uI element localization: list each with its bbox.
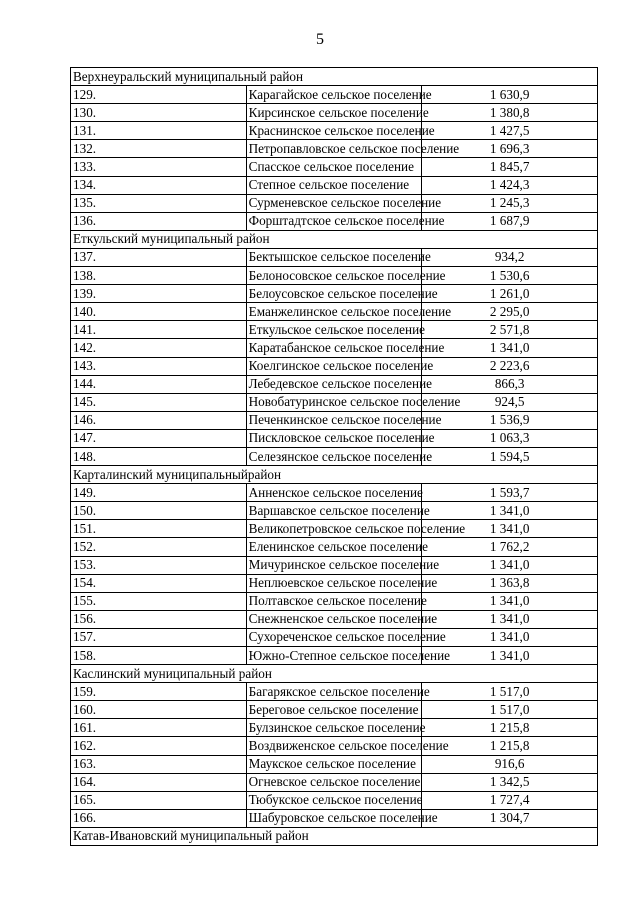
settlement-name: Багарякское сельское поселение: [246, 683, 422, 701]
table-row: [71, 520, 598, 538]
row-number: 156.: [71, 610, 247, 628]
settlement-value: 1 380,8: [422, 104, 598, 122]
settlement-value: 1 727,4: [422, 791, 598, 809]
table-row: [71, 628, 598, 646]
table-row: [71, 104, 598, 122]
row-number: 144.: [71, 375, 247, 393]
settlement-name: Еткульское сельское поселение: [246, 321, 422, 339]
settlement-name: Еленинское сельское поселение: [246, 538, 422, 556]
table-row: [71, 429, 598, 447]
settlement-value: 1 341,0: [422, 610, 598, 628]
settlement-value: 1 845,7: [422, 158, 598, 176]
settlements-table: [70, 67, 598, 846]
table-row: [71, 502, 598, 520]
settlement-name: Шабуровское сельское поселение: [246, 809, 422, 827]
table-row: [71, 773, 598, 791]
settlement-value: 1 341,0: [422, 647, 598, 665]
settlement-name: Спасское сельское поселение: [246, 158, 422, 176]
table-row: [71, 393, 598, 411]
table-row: [71, 194, 598, 212]
settlement-name: Еманжелинское сельское поселение: [246, 303, 422, 321]
settlement-value: 1 363,8: [422, 574, 598, 592]
row-number: 162.: [71, 737, 247, 755]
settlement-name: Степное сельское поселение: [246, 176, 422, 194]
settlement-name: Булзинское сельское поселение: [246, 719, 422, 737]
settlement-value: 1 342,5: [422, 773, 598, 791]
row-number: 164.: [71, 773, 247, 791]
row-number: 138.: [71, 267, 247, 285]
table-row: [71, 357, 598, 375]
table-row: [71, 647, 598, 665]
settlement-value: 1 593,7: [422, 484, 598, 502]
settlement-value: 1 215,8: [422, 737, 598, 755]
settlement-value: 1 215,8: [422, 719, 598, 737]
table-row: [71, 484, 598, 502]
table-row: [71, 737, 598, 755]
settlement-value: 1 536,9: [422, 411, 598, 429]
settlement-name: Каратабанское сельское поселение: [246, 339, 422, 357]
settlement-name: Маукское сельское поселение: [246, 755, 422, 773]
table-row: [71, 158, 598, 176]
settlement-name: Полтавское сельское поселение: [246, 592, 422, 610]
table-row: [71, 176, 598, 194]
table-row: [71, 140, 598, 158]
settlement-value: 1 341,0: [422, 502, 598, 520]
settlement-name: Береговое сельское поселение: [246, 701, 422, 719]
row-number: 148.: [71, 447, 247, 465]
settlement-value: 1 630,9: [422, 86, 598, 104]
row-number: 166.: [71, 809, 247, 827]
row-number: 130.: [71, 104, 247, 122]
settlement-value: 1 427,5: [422, 122, 598, 140]
settlement-value: 1 245,3: [422, 194, 598, 212]
settlement-value: 1 341,0: [422, 592, 598, 610]
settlement-name: Селезянское сельское поселение: [246, 447, 422, 465]
settlement-name: Белоусовское сельское поселение: [246, 285, 422, 303]
settlement-name: Коелгинское сельское поселение: [246, 357, 422, 375]
settlement-name: Великопетровское сельское поселение: [246, 520, 422, 538]
settlement-name: Воздвиженское сельское поселение: [246, 737, 422, 755]
row-number: 140.: [71, 303, 247, 321]
row-number: 155.: [71, 592, 247, 610]
settlement-value: 1 424,3: [422, 176, 598, 194]
row-number: 147.: [71, 429, 247, 447]
settlement-name: Сурменевское сельское поселение: [246, 194, 422, 212]
table-row: [71, 556, 598, 574]
row-number: 161.: [71, 719, 247, 737]
row-number: 129.: [71, 86, 247, 104]
settlement-name: Снежненское сельское поселение: [246, 610, 422, 628]
row-number: 154.: [71, 574, 247, 592]
table-row: [71, 447, 598, 465]
table-row: [71, 538, 598, 556]
row-number: 151.: [71, 520, 247, 538]
settlement-value: 1 063,3: [422, 429, 598, 447]
row-number: 160.: [71, 701, 247, 719]
table-row: [71, 574, 598, 592]
table-row: [71, 303, 598, 321]
district-title: Карталинский муниципальныйрайон: [71, 466, 598, 484]
table-row: [71, 267, 598, 285]
district-header-row: [71, 827, 598, 845]
settlement-name: Варшавское сельское поселение: [246, 502, 422, 520]
settlements-table-body: [71, 68, 598, 846]
settlement-value: 1 341,0: [422, 339, 598, 357]
settlement-value: 1 687,9: [422, 212, 598, 230]
settlement-value: 1 261,0: [422, 285, 598, 303]
settlement-value: 1 517,0: [422, 701, 598, 719]
row-number: 150.: [71, 502, 247, 520]
row-number: 153.: [71, 556, 247, 574]
table-row: [71, 321, 598, 339]
settlement-name: Огневское сельское поселение: [246, 773, 422, 791]
settlement-name: Карагайское сельское поселение: [246, 86, 422, 104]
district-header-row: [71, 68, 598, 86]
table-row: [71, 701, 598, 719]
settlement-name: Петропавловское сельское поселение: [246, 140, 422, 158]
settlement-value: 1 696,3: [422, 140, 598, 158]
settlement-name: Сухореченское сельское поселение: [246, 628, 422, 646]
district-title: Верхнеуральский муниципальный район: [71, 68, 598, 86]
row-number: 135.: [71, 194, 247, 212]
row-number: 141.: [71, 321, 247, 339]
table-row: [71, 86, 598, 104]
settlement-value: 924,5: [422, 393, 598, 411]
row-number: 142.: [71, 339, 247, 357]
row-number: 157.: [71, 628, 247, 646]
row-number: 136.: [71, 212, 247, 230]
table-row: [71, 339, 598, 357]
row-number: 149.: [71, 484, 247, 502]
row-number: 131.: [71, 122, 247, 140]
settlement-value: 2 571,8: [422, 321, 598, 339]
settlement-name: Форштадтское сельское поселение: [246, 212, 422, 230]
settlement-name: Белоносовское сельское поселение: [246, 267, 422, 285]
row-number: 146.: [71, 411, 247, 429]
settlement-value: 1 304,7: [422, 809, 598, 827]
district-title: Катав-Ивановский муниципальный район: [71, 827, 598, 845]
settlement-name: Краснинское сельское поселение: [246, 122, 422, 140]
row-number: 158.: [71, 647, 247, 665]
settlement-name: Новобатуринское сельское поселение: [246, 393, 422, 411]
table-row: [71, 122, 598, 140]
table-row: [71, 809, 598, 827]
settlement-value: 866,3: [422, 375, 598, 393]
row-number: 152.: [71, 538, 247, 556]
settlement-name: Пискловское сельское поселение: [246, 429, 422, 447]
settlement-name: Печенкинское сельское поселение: [246, 411, 422, 429]
settlement-name: Анненское сельское поселение: [246, 484, 422, 502]
table-row: [71, 719, 598, 737]
table-row: [71, 610, 598, 628]
row-number: 132.: [71, 140, 247, 158]
settlement-name: Лебедевское сельское поселение: [246, 375, 422, 393]
table-row: [71, 791, 598, 809]
district-header-row: [71, 466, 598, 484]
row-number: 159.: [71, 683, 247, 701]
district-header-row: [71, 665, 598, 683]
settlement-value: 2 223,6: [422, 357, 598, 375]
settlement-value: 1 341,0: [422, 556, 598, 574]
table-row: [71, 285, 598, 303]
district-title: Каслинский муниципальный район: [71, 665, 598, 683]
table-row: [71, 755, 598, 773]
settlement-value: 2 295,0: [422, 303, 598, 321]
row-number: 145.: [71, 393, 247, 411]
settlement-name: Мичуринское сельское поселение: [246, 556, 422, 574]
row-number: 134.: [71, 176, 247, 194]
table-row: [71, 683, 598, 701]
settlement-name: Южно-Степное сельское поселение: [246, 647, 422, 665]
table-row: [71, 411, 598, 429]
settlement-value: 1 341,0: [422, 628, 598, 646]
table-row: [71, 375, 598, 393]
row-number: 163.: [71, 755, 247, 773]
settlement-value: 1 762,2: [422, 538, 598, 556]
settlement-value: 1 530,6: [422, 267, 598, 285]
table-row: [71, 212, 598, 230]
row-number: 165.: [71, 791, 247, 809]
settlement-value: 1 517,0: [422, 683, 598, 701]
settlement-name: Бектышское сельское поселение: [246, 248, 422, 266]
settlement-value: 916,6: [422, 755, 598, 773]
settlement-name: Тюбукское сельское поселение: [246, 791, 422, 809]
page-number: 5: [316, 31, 324, 48]
row-number: 143.: [71, 357, 247, 375]
row-number: 137.: [71, 248, 247, 266]
settlement-value: 934,2: [422, 248, 598, 266]
settlement-name: Неплюевское сельское поселение: [246, 574, 422, 592]
row-number: 139.: [71, 285, 247, 303]
settlement-name: Кирсинское сельское поселение: [246, 104, 422, 122]
settlement-value: 1 594,5: [422, 447, 598, 465]
settlement-value: 1 341,0: [422, 520, 598, 538]
district-header-row: [71, 230, 598, 248]
table-row: [71, 592, 598, 610]
row-number: 133.: [71, 158, 247, 176]
district-title: Еткульский муниципальный район: [71, 230, 598, 248]
table-row: [71, 248, 598, 266]
